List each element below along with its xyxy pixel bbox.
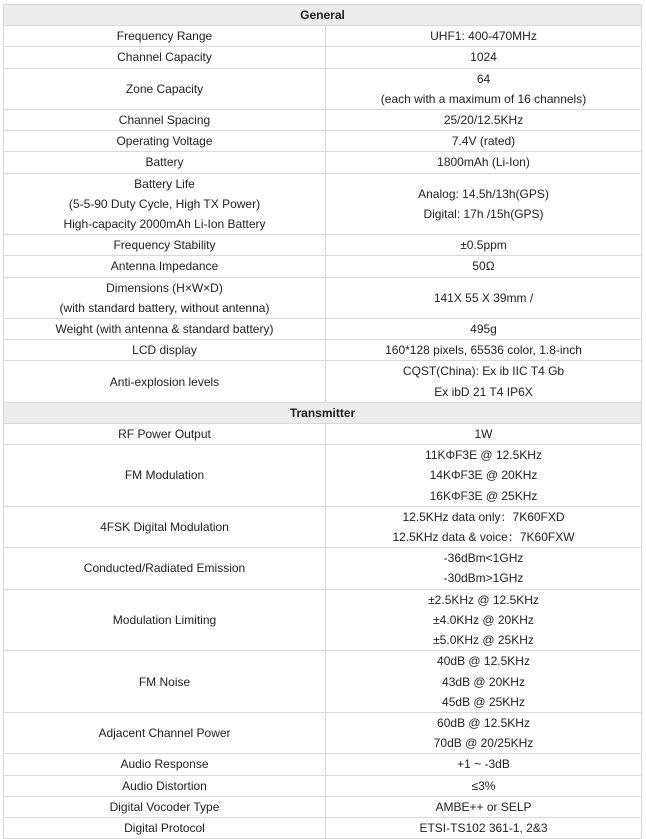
table-row (4, 796, 642, 817)
table-row (4, 754, 642, 775)
table-row (4, 256, 642, 277)
section-header-general (4, 5, 642, 26)
spec-value: ±0.5ppm (460, 238, 507, 253)
table-row (4, 319, 642, 340)
spec-value: 160*128 pixels, 65536 color, 1.8-inch (385, 343, 582, 358)
spec-value: CQST(China): Ex ib IIC T4 Gb (402, 364, 565, 379)
table-row (4, 173, 642, 235)
spec-label: Digital Vocoder Type (109, 799, 220, 814)
spec-value-cell (326, 651, 642, 713)
spec-label: Weight (with antenna & standard battery) (55, 322, 274, 337)
spec-value: Ex ibD 21 T4 IP6X (434, 384, 533, 399)
spec-value: ±4.0KHz @ 20KHz (433, 612, 534, 627)
spec-label: Channel Capacity (117, 50, 212, 65)
spec-value: Analog: 14.5h/13h(GPS) (418, 186, 549, 201)
table-row (4, 152, 642, 173)
spec-label-cell (4, 340, 326, 361)
spec-value-cell (326, 361, 642, 402)
spec-value: ±5.0KHz @ 25KHz (433, 633, 534, 648)
spec-label-cell (4, 152, 326, 173)
spec-label: Anti-explosion levels (109, 374, 220, 389)
table-row (4, 277, 642, 318)
table-row (4, 775, 642, 796)
spec-value: Digital: 17h /15h(GPS) (423, 206, 544, 221)
spec-label: Battery Life (134, 176, 195, 191)
spec-value-cell (326, 506, 642, 547)
spec-value-cell (326, 26, 642, 47)
table-row (4, 712, 642, 753)
section-header-transmitter (4, 402, 642, 423)
spec-value-cell (326, 68, 642, 109)
spec-label-cell (4, 548, 326, 589)
spec-label: 4FSK Digital Modulation (100, 519, 229, 534)
table-row (4, 131, 642, 152)
table-row (4, 651, 642, 713)
section-title: Transmitter (4, 402, 642, 423)
spec-label-cell (4, 424, 326, 445)
spec-value: 16KΦF3E @ 25KHz (429, 488, 538, 503)
spec-label-cell (4, 651, 326, 713)
section-title: General (4, 5, 642, 26)
spec-value: 11KΦF3E @ 12.5KHz (425, 448, 542, 463)
spec-value-cell (326, 47, 642, 68)
spec-value-cell (326, 754, 642, 775)
table-row (4, 817, 642, 838)
spec-value-cell (326, 319, 642, 340)
spec-value: 12.5KHz data & voice：7K60FXW (392, 530, 575, 545)
table-row (4, 445, 642, 507)
spec-label-cell (4, 754, 326, 775)
spec-label: Antenna Impedance (110, 259, 219, 274)
spec-value-cell (326, 152, 642, 173)
table-row (4, 340, 642, 361)
spec-value-cell (326, 817, 642, 838)
spec-value: 25/20/12.5KHz (443, 113, 524, 128)
spec-table-body (4, 5, 642, 839)
spec-value: 14KΦF3E @ 20KHz (429, 468, 538, 483)
spec-value: AMBE++ or SELP (435, 799, 532, 814)
spec-value: 1024 (470, 50, 497, 65)
spec-label: Adjacent Channel Power (98, 726, 231, 740)
spec-label: Digital Protocol (124, 820, 205, 835)
spec-value: 7.4V (rated) (451, 134, 516, 149)
spec-label: Frequency Stability (113, 238, 216, 253)
spec-label: Frequency Range (116, 29, 213, 44)
spec-value: 64 (476, 71, 491, 86)
spec-label-cell (4, 712, 326, 753)
spec-label: Channel Spacing (118, 113, 211, 128)
spec-label: RF Power Output (118, 427, 211, 442)
spec-value: 141X 55 X 39mm / (433, 290, 534, 305)
spec-label: Operating Voltage (116, 134, 213, 149)
spec-label-cell (4, 361, 326, 402)
spec-value-cell (326, 445, 642, 507)
spec-label-cell (4, 319, 326, 340)
table-row (4, 110, 642, 131)
spec-label: Modulation Limiting (112, 612, 217, 627)
spec-value: 1W (474, 427, 493, 442)
spec-value: 60dB @ 12.5KHz (437, 715, 530, 730)
spec-label-cell (4, 775, 326, 796)
spec-label-cell (4, 817, 326, 838)
spec-value-cell (326, 712, 642, 753)
spec-label: FM Noise (138, 674, 191, 689)
spec-value: 495g (470, 322, 497, 337)
spec-value-cell (326, 131, 642, 152)
spec-value: ETSI-TS102 361-1, 2&3 (419, 820, 548, 835)
table-row (4, 548, 642, 589)
spec-label: Dimensions (H×W×D) (106, 280, 223, 295)
spec-label-cell (4, 110, 326, 131)
spec-value: 50Ω (472, 259, 495, 274)
table-row (4, 424, 642, 445)
spec-label: Audio Response (120, 757, 209, 772)
spec-label: (5-5-90 Duty Cycle, High TX Power) (68, 196, 261, 211)
spec-label-cell (4, 235, 326, 256)
spec-label: Audio Distortion (122, 778, 207, 793)
spec-label-cell (4, 506, 326, 547)
table-row (4, 506, 642, 547)
spec-value-cell (326, 256, 642, 277)
table-row (4, 235, 642, 256)
spec-label: Conducted/Radiated Emission (83, 561, 246, 576)
spec-value: 40dB @ 12.5KHz (437, 654, 530, 669)
spec-value: +1 ~ -3dB (457, 757, 510, 772)
spec-label: FM Modulation (124, 468, 205, 483)
spec-table (3, 4, 642, 839)
spec-value-cell (326, 589, 642, 651)
spec-value: 43dB @ 20KHz (442, 674, 525, 689)
spec-value: (each with a maximum of 16 channels) (380, 91, 587, 106)
spec-label: Zone Capacity (125, 81, 204, 96)
spec-value: 12.5KHz data only：7K60FXD (402, 509, 565, 524)
table-row (4, 68, 642, 109)
spec-label: (with standard battery, without antenna) (59, 300, 270, 315)
spec-label-cell (4, 173, 326, 235)
spec-value-cell (326, 277, 642, 318)
table-row (4, 47, 642, 68)
spec-value-cell (326, 775, 642, 796)
spec-label-cell (4, 131, 326, 152)
spec-label-cell (4, 589, 326, 651)
spec-label-cell (4, 68, 326, 109)
spec-label-cell (4, 26, 326, 47)
spec-label-cell (4, 47, 326, 68)
spec-value-cell (326, 340, 642, 361)
spec-value-cell (326, 424, 642, 445)
spec-label: High-capacity 2000mAh Li-Ion Battery (63, 217, 266, 232)
spec-value-cell (326, 235, 642, 256)
spec-value: UHF1: 400-470MHz (430, 29, 537, 44)
table-row (4, 361, 642, 402)
spec-value: -30dBm>1GHz (443, 571, 524, 586)
spec-label: LCD display (132, 343, 197, 358)
spec-label-cell (4, 796, 326, 817)
spec-value: -36dBm<1GHz (443, 551, 524, 566)
spec-value: 45dB @ 25KHz (442, 694, 525, 709)
spec-value: 70dB @ 20/25KHz (433, 736, 534, 751)
spec-label-cell (4, 256, 326, 277)
spec-value-cell (326, 548, 642, 589)
spec-value: ≤3% (471, 778, 496, 793)
spec-value: 1800mAh (Li-Ion) (437, 155, 530, 170)
spec-value: ±2.5KHz @ 12.5KHz (428, 592, 539, 607)
spec-label: Battery (145, 155, 184, 170)
spec-label-cell (4, 277, 326, 318)
spec-value-cell (326, 173, 642, 235)
table-row (4, 589, 642, 651)
spec-label-cell (4, 445, 326, 507)
spec-value-cell (326, 110, 642, 131)
table-row (4, 26, 642, 47)
spec-value-cell (326, 796, 642, 817)
